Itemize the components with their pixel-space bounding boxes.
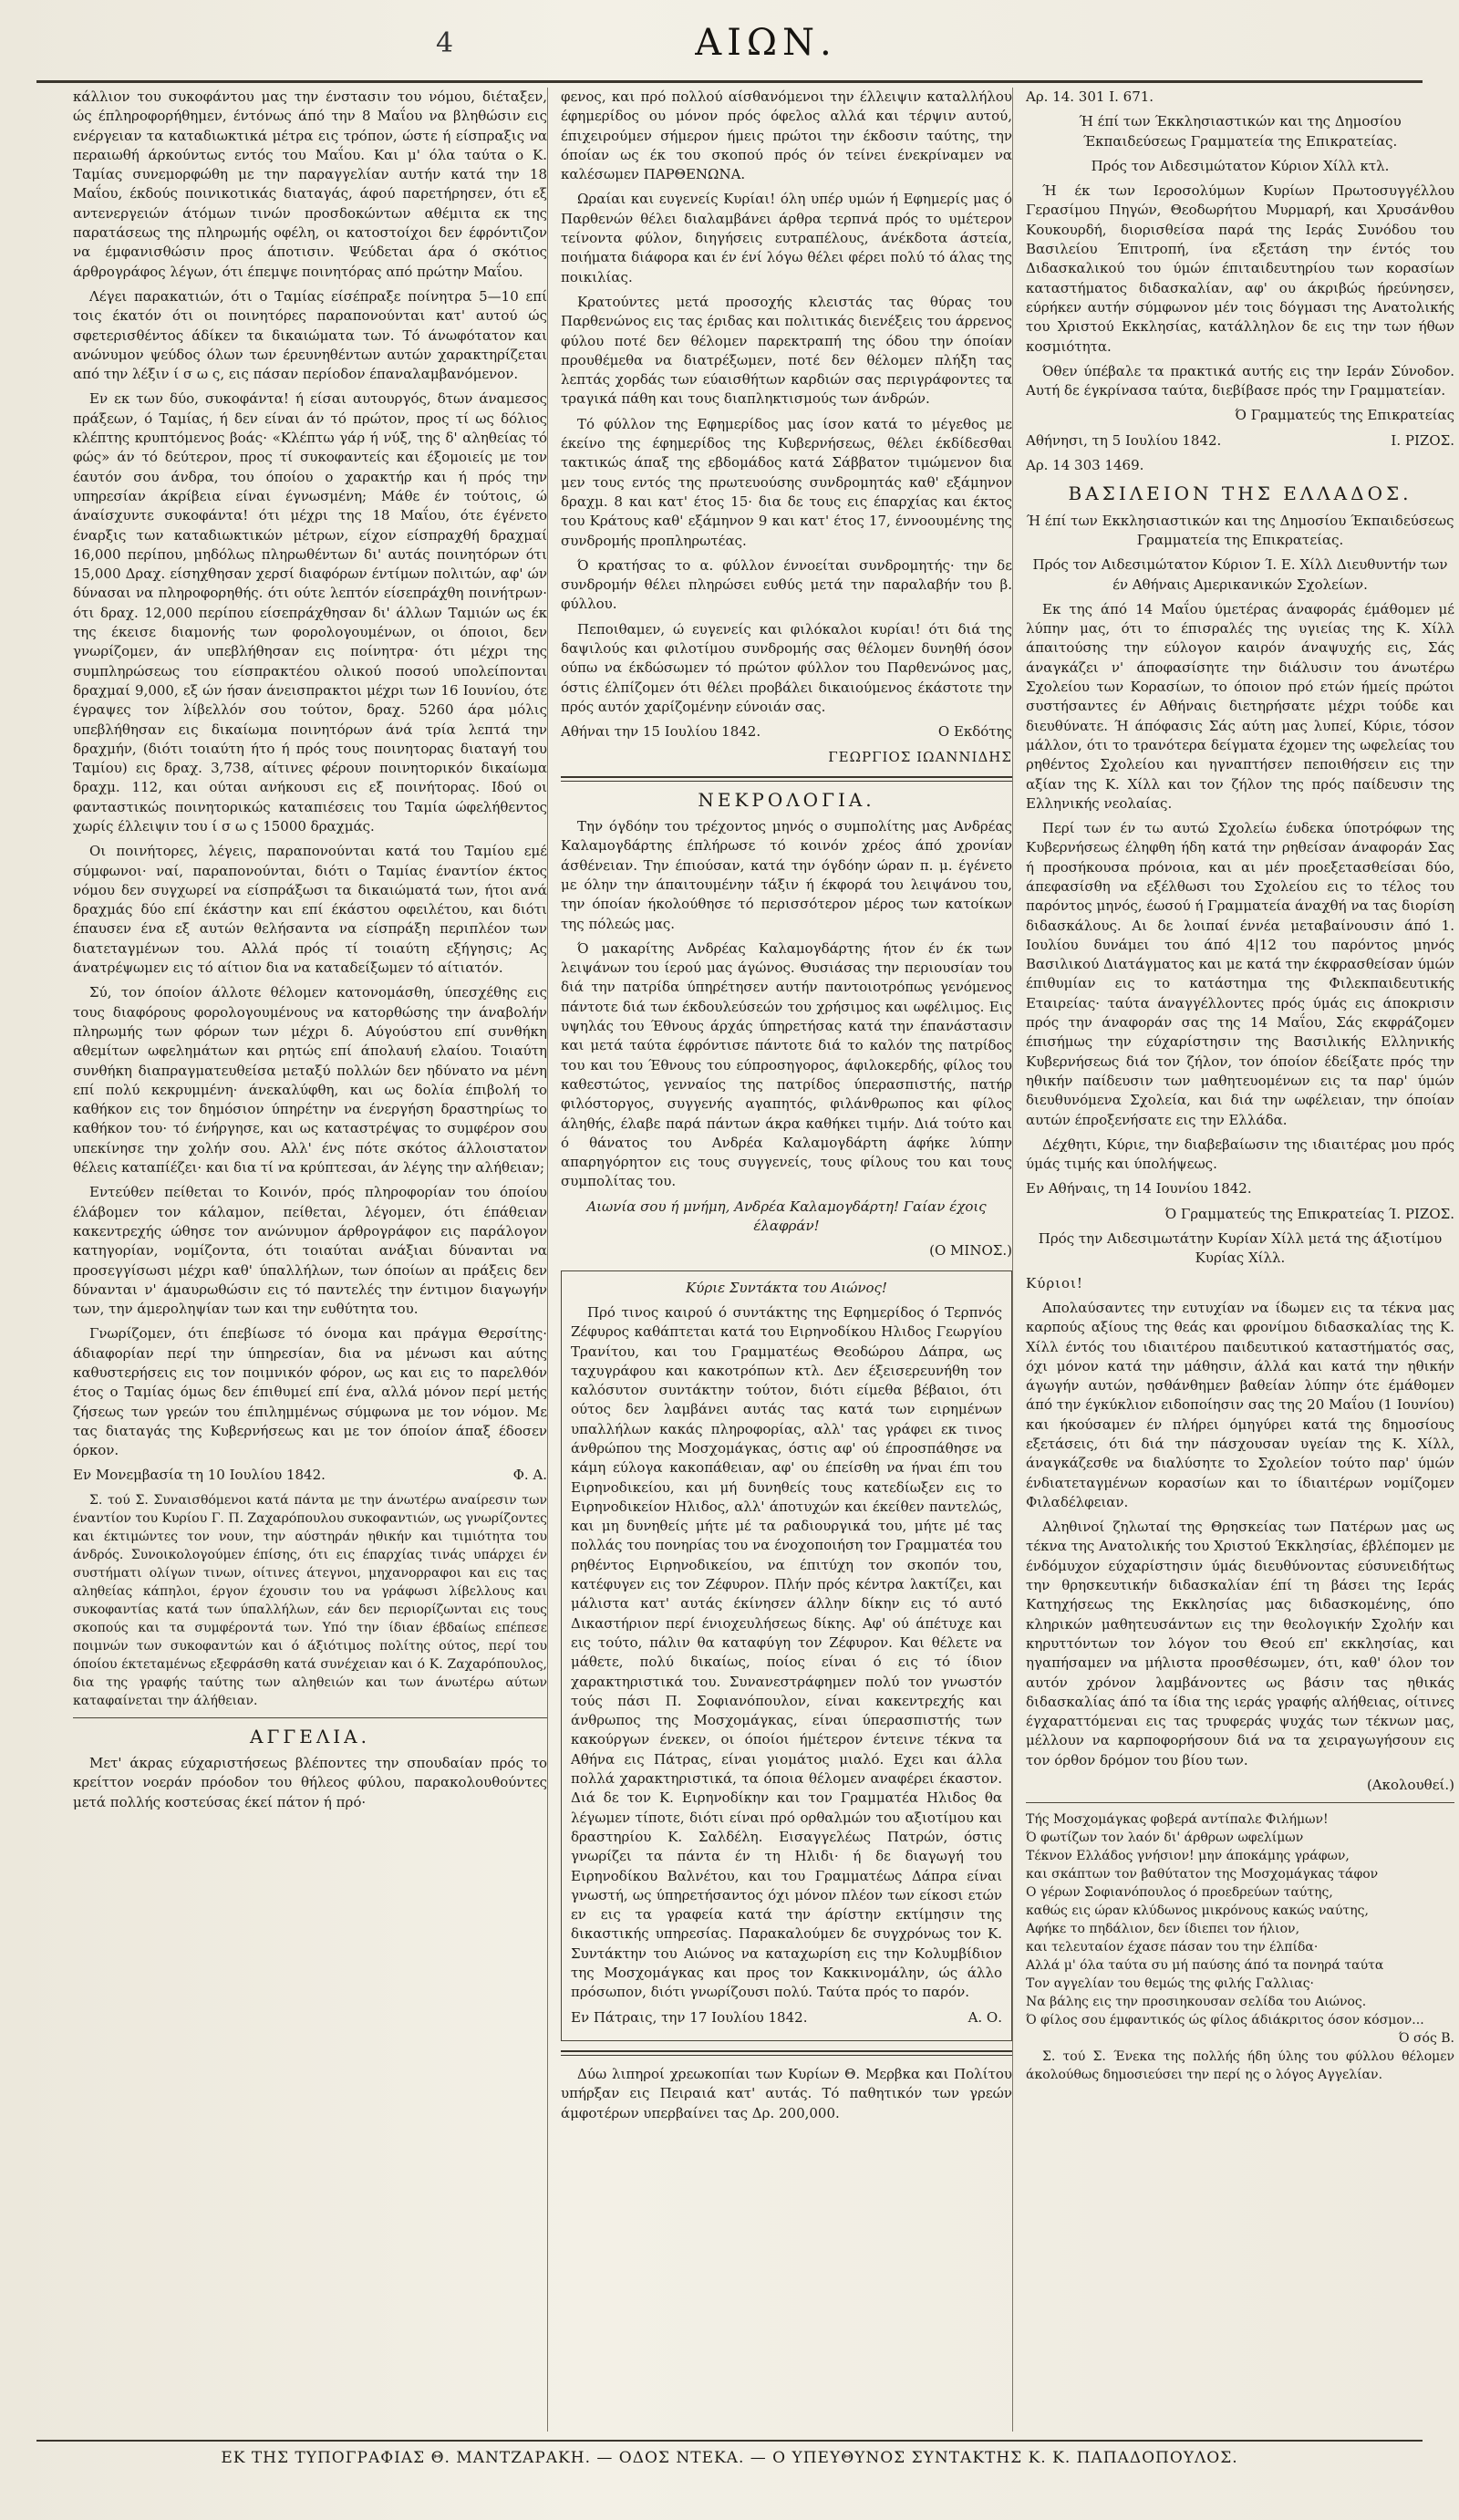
dateline — [561, 722, 1012, 741]
paragraph: Κρατούντες μετά προσοχής κλειστάς τας θύρας του Παρθενώνος εις τας έριδας και πολιτικάς διενέξεις του άρρενος φύλου ποτέ δεν θέλομεν παρεκτραπή της όδου την όποίαν προυθέμεθα να διατρέξωμεν, ποτέ δεν θέλομεν πλήξη τας λεπτάς χορδάς των εύαισθήτων καρδιών σας περιγράφοντες τα τραγικά πάθη και τους διαπληκτισμούς των άνδρών. — [561, 293, 1012, 408]
column-3 — [1012, 88, 1454, 2432]
issuer: Ή έπί των Έκκλησιαστικών και της Δημοσίου Έκπαιδεύσεως Γραμματεία της Επικρατείας. — [1079, 113, 1402, 150]
paragraph: Λέγει παρακατιών, ότι ο Ταμίας είσέπραξε ποίνητρα 5—10 επί τοις έκατόν ότι οι ποινητόρες παραπονούνται κατ' αυτού ώς σφετερισθέντος άδίκεν τα δικαιώματα των. Τό άνωφότατον και ανώνυμον ψεύδος όλων των έρευνηθέντων αυτών χαρακτηρίζεται από την λέξιν ί σ ω ς, εις πάσαν περίοδον έπαναλαμβανόμενον. — [73, 287, 547, 383]
dateline — [73, 1466, 547, 1485]
divider — [73, 1717, 547, 1718]
section-heading-announcement: ΑΓΓΕΛΙΑ. — [250, 1725, 370, 1747]
poem-line: και τελευταίον έχασε πάσαν του την έλπίδα· — [1026, 1940, 1319, 1955]
poem — [1026, 1810, 1454, 2048]
paragraph: Τό φύλλον της Εφημερίδος μας ίσον κατά το μέγεθος με έκείνο της έφημερίδος της Κυβερνήσεως, θέλει έκδίδεσθαι τακτικώς άπαξ της εβδομάδος κατά Σάββατον τιμώμενον δια μεν τους εντός της πρωτευούσης συνδρομητάς καθ' εξάμηνον δραχμ. 8 και κατ' έτος 15· δια δε τους εις έπαρχίας και έκτος του Κράτους καθ' εξάμηνον 9 και κατ' έτος 17, έννοουμένης της συνδρομής προπληρωτέας. — [561, 415, 1012, 549]
divider — [561, 776, 1012, 782]
journal-title: ΑΙΩΝ. — [695, 22, 837, 64]
signature: Ό σός Β. — [1398, 2031, 1454, 2047]
signature-name: ΓΕΩΡΓΙΟΣ ΙΩΑΝΝΙΔΗΣ — [828, 748, 1012, 765]
poem-line: και σκάπτων τον βαθύτατον της Μοσχομάγκας τάφον — [1026, 1867, 1379, 1882]
letter-heading: Κύριε Συντάκτα του Αιώνος! — [686, 1279, 887, 1296]
date-text: Αθήναι την 15 Ιουλίου 1842. — [561, 723, 761, 741]
paragraph: Ό μακαρίτης Ανδρέας Καλαμογδάρτης ήτον έν έκ των λειψάνων του ίερού μας άγώνος. Θυσιάσας την περιουσίαν του διά την πατρίδα ύπηρέτησεν αυτήν παντοιοτρόπως γενόμενος πάντοτε διά των έκδουλεύσεών του χρήσιμος και ωφέλιμος. Εις υψηλάς του Έθνους άρχάς ύπηρετήσας κατά την έπανάστασιν και μετά ταύτα έφρόντισε πάντοτε διά το καλόν της πατρίδος του και του Έθνους του εύπροσηγορος, άφιλοκερδής, φίλος του καθεστώτος, γενναίος της πατρίδος ύπερασπιστής, πατήρ φιλόστοργος, συγγενής αγαπητός, φιλάνθρωπος και φίλος άληθής, έλαβε παρά πάντων άκρα καθήκει τιμήν. Διά τούτο και ό θάνατος του Ανδρέα Καλαμογδάρτη άφήκε λύπην απαρηγόρητον εις τους συγγενείς, τους φίλους του και τους συμπολίτας του. — [561, 939, 1012, 1190]
addressee: Πρός τον Αιδεσιμώτατον Κύριον Χίλλ κτλ. — [1091, 157, 1390, 174]
paragraph: Πεποιθαμεν, ώ ευγενείς και φιλόκαλοι κυρίαι! ότι διά της δαψιλούς και φιλοτίμου συνδρομής σας θέλομεν δυνηθή όσον ούπω να έκδώσωμεν τό πρώτον φύλλον του Παρθενώνος μας, όστις έλπίζομεν ότι θέλει προβάλει δικαιούμενος έκάστοτε την πρός αυτόν χαρίζομένην εύνοιάν σας. — [561, 620, 1012, 715]
poem-line: Αλλά μ' όλα ταύτα συ μή παύσης άπό τα πονηρά ταύτα — [1026, 1958, 1384, 1974]
printer-imprint: ΕΚ ΤΗΣ ΤΥΠΟΓΡΑΦΙΑΣ Θ. ΜΑΝΤΖΑΡΑΚΗ. — ΟΔΟΣ ΝΤΕΚΑ. — Ο ΥΠΕΥΘΥΝΟΣ ΣΥΝΤΑΚΤΗΣ Κ. Κ. ΠΑΠΑΔΟΠΟΥΛΟΣ. — [36, 2440, 1423, 2467]
paragraph: Ό κρατήσας το α. φύλλον έννοείται συνδρομητής· την δε συνδρομήν θέλει πληρώσει ευθύς μετά την παραλαβήν του β. φύλλου. — [561, 556, 1012, 613]
reference-number: Αρ. 14. 301 Ι. 671. — [1026, 88, 1154, 105]
salutation: Κύριοι! — [1026, 1274, 1083, 1291]
poem-line: καθώς εις ώραν κλύδωνος μικρόνους κακώς ναύτης, — [1026, 1903, 1369, 1919]
poem-line: Να βάλης εις την προσιηκουσαν σελίδα του Αιώνος. — [1026, 1995, 1367, 2010]
signature: (Ο ΜΙΝΟΣ.) — [929, 1242, 1012, 1260]
poem-line: Τέκνον Ελλάδος γνήσιον! μην άποκάμης γράφων, — [1026, 1849, 1350, 1864]
signature: Φ. Α. — [512, 1467, 547, 1484]
poem-line: Τον αγγελίαν του θεμώς της φιλής Γαλλιας· — [1026, 1976, 1314, 1992]
paragraph: Ωραίαι και ευγενείς Κυρίαι! όλη υπέρ υμών ή Εφημερίς μας ό Παρθενών θέλει διαλαμβάνει άρθρα τερπνά πρός το υμέτερον τείνοντα φύλον, διηγήσεις ευτραπέλους, άνέκδοτα άστεία, ποιήματα διάφορα και έν ένί λόγω θέλει φέρει πολύ τό άλας της ποικιλίας. — [561, 191, 1012, 285]
signature: Α. Ο. — [967, 2008, 1002, 2026]
editor-note: Σ. τού Σ. Συναισθόμενοι κατά πάντα με την άνωτέρω αναίρεσιν των έναντίον του Κυρίου Γ. Π. Ζαχαρόπουλου συκοφαντιών, ως γνωρίζοντες και έκτιμώντες τον νουν, την αύστηράν ηθικήν και τιμιότητα του άνδρός. Συνοικολογούμεν έπίσης, ότι εις έπαρχίας τινάς υπάρχει έν συστήματι ολίγων τινων, οίτινες άτεγνοι, μηχανορραφοι και εις τας αληθείας κάπηλοι, έργον έχουσιν του να γράφωσι λίβελλους και συκοφαντίας κατά των ύπαλλήλων, εάν δεν περιορίζωνται εις τους σκοπούς και τα συμφέροντά των. Υπό την ίδιαν έβδαίως επέπεσε ποιμνών των συκοφαντών και ό άξιότιμος πολίτης ούτος, περί του όποίου έκτεταμένως εξεφράσθη κατά συνέχειαν και ό Κ. Ζαχαρόπουλος, δια της γραφής ταύτης των αληθειών και των άνωτέρω αύτων καταφαίνεται την άλήθειαν. — [73, 1492, 547, 1708]
poem-line: Αφήκε το πηδάλιον, δεν ίδιεπει τον ήλιον, — [1026, 1922, 1300, 1937]
masthead — [36, 18, 1423, 82]
column-1 — [73, 88, 547, 2432]
paragraph: Δέχθητι, Κύριε, την διαβεβαίωσιν της ιδιαιτέρας μου πρός ύμάς τιμής και ύπολήψεως. — [1026, 1136, 1454, 1173]
editor-note: Σ. τού Σ. Ένεκα της πολλής ήδη ύλης του φύλλου θέλομεν άκολούθως δημοσιεύσει την περί ης ο λόγος Αγγελίαν. — [1026, 2049, 1454, 2083]
poem-line: Ο γέρων Σοφιανόπουλος ό προεδρεύων ταύτης, — [1026, 1885, 1333, 1901]
masthead-rule — [36, 80, 1423, 83]
divider — [1026, 1802, 1454, 1803]
signature: Ό Γραμματεύς της Επικρατείας — [1235, 407, 1454, 424]
paragraph: Την όγδόην του τρέχοντος μηνός ο συμπολίτης μας Ανδρέας Καλαμογδάρτης έπλήρωσε τό κοινόν χρέος άπό χρονίαν άσθένειαν. Την έπιούσαν, κατά την όγδόην ώραν π. μ. έγένετο με όλην την άπαιτουμένην τάξιν ή έκφορά του λειψάνου του, την όποίαν ήκολούθησε τό περισσότερον μέρος των κατοίκων της πόλεώς μας. — [561, 818, 1012, 932]
signature: Ό Γραμματεύς της Επικρατείας Ί. ΡΙΖΟΣ. — [1164, 1205, 1454, 1222]
poem-line: Ό φωτίζων τον λαόν δι' άρθρων ωφελίμων — [1026, 1830, 1304, 1846]
paragraph: Γνωρίζομεν, ότι έπεβίωσε τό όνομα και πράγμα Θερσίτης· άδιαφορίαν περί την ύπηρεσίαν, δια να μένωσι και αύτης καθυστερήσεις εις τον ποιμνικόν φόρον, ως και εις το παρελθόν έτος ο Ταμίας όμως δεν έπιθυμεί επί ένα, αλλά μόνον περί μετής ζήσεως των γρεών του έπιλημμένως σύμφωνα με τον νόμον. Με τας διαταγάς της Κυβερνήσεως και με τον όποίον άπαξ έδοσεν όρκον. — [73, 1325, 547, 1459]
date-text: Εν Πάτραις, την 17 Ιουλίου 1842. — [571, 2008, 808, 2026]
paragraph: Περί των έν τω αυτώ Σχολείω έυδεκα ύποτρόφων της Κυβερνήσεως έληφθη ήδη κατά την ρηθείσαν άναφοράν Σας ή προσήκουσα πρόνοια, και αι μέν προεξετασθείσαι δύο, άπεφασίσθη να εξέλθωσι του Σχολείου εις το τέλος του παρόντος μηνός, έωσού ή Γραμματεία άναχθή να τας διορίση διδασκάλους. Αι δε λοιπαί έννέα μεταβαίνουσιν άπό 1. Ιουλίου δυνάμει του άπό 4|12 του παρόντος μηνός Βασιλικού Διατάγματος και με κατά την έκφρασθείσαν ύμών έπιθυμίαν εις το κατάστημα της Φιλεκπαιδευτικής Εταιρείας· ταύτα άναγγέλλοντες πρός ύμάς εις άποκρισιν πρός την άναφοράν σας της 14 Μαΐου, Σάς εκφράζομεν έπισήμως την εύχαρίστησιν της Βασιλικής Ελληνικής Κυβερνήσεως διά τον ζήλον, τον όποίον έδείξατε πρός την ηθικήν παίδευσιν των μαθητευομένων εις τα παρ' ύμών διευθυνόμενα Σχολεία, και διά την ωφέλειαν, την όποίαν αυτών έπροξενήσατε εις την Ελλάδα. — [1026, 820, 1454, 1128]
issuer: Ή έπί των Εκκλησιαστικών και της Δημοσίου Έκπαιδεύσεως Γραμματεία της Επικρατείας. — [1026, 512, 1454, 548]
reference-number: Αρ. 14 303 1469. — [1026, 457, 1144, 474]
paragraph: Απολαύσαντες την ευτυχίαν να ίδωμεν εις τα τέκνα μας καρπούς αξίους της θεάς και φρονίμου διδασκαλίας της Κ. Χίλλ έντός του ιδιαιτέρου παιδευτικού καταστήματός σας, όχι μόνον κατά την μάθησιν, άλλά και κατά την ηθικήν άγωγήν αυτών, ησθάνθημεν βαθείαν λύπην ότε έμάθομεν άπό την έγκύκλιον ειδοποίησιν σας της 20 Μαΐου (1 Ιουνίου) και ήκούσαμεν έν πλήρει όμηγύρει κατά της δημοσίους εξετάσεις, ότι διά την πάσχουσαν υγείαν της Κ. Χίλλ, άναγκάζεσθε να διαλύσητε το Σχολείον τούτο παρ' ύμών ένδιατεταγμένων κορασίων και το ίδιαιτέρων νομίζομεν Φιλαδέλφειαν. — [1026, 1299, 1454, 1510]
paragraph: Μετ' άκρας εύχαριστήσεως βλέποντες την σπουδαίαν πρός το κρείττον νοεράν πρόοδον του θήλεος φύλου, παρακολουθούντες μετά πολλής κοστεύσας έκεί πάτον ή πρό· — [73, 1755, 547, 1810]
column-2 — [547, 88, 1012, 2432]
signature-name: Ι. ΡΙΖΟΣ. — [1391, 431, 1454, 449]
paragraph: φενος, και πρό πολλού αίσθανόμενοι την έλλειψιν καταλλήλου έφημερίδος ου μόνον πρός όφελος αλλά και τέρψιν αυτού, έπιχειρούμεν σήμερον ήμεις πρώτοι την έκδοσιν ταύτης, την όποίαν ως έκ του σκοπού πρός όν τείνει ένεκρίναμεν να καλέσωμεν ΠΑΡΘΕΝΩΝΑ. — [561, 88, 1012, 183]
section-heading-obituary: ΝΕΚΡΟΛΟΓΙΑ. — [698, 788, 875, 811]
paragraph: Ή έκ των Ιεροσολύμων Κυρίων Πρωτοσυγγέλλου Γερασίμου Πηγών, Θεοδωρήτου Μυρμαρή, και Χρυσάνθου Κουκουρδή, διορισθείσα παρά της Ιεράς Συνόδου του Βασιλείου Έπιτροπή, ίνα εξετάση την έντός του Διδασκαλικού του ύμών έπιταιδευτηρίου των κορασίων καταστήματος διδασκαλίαν, αφ' ου άκριβώς ήρεύνησεν, εύρήκεν αυτήν σύμφωνον μέν τοις δόγμασι της Ανατολικής του Χριστού Εκκλησίας, κατάλληλον δε εις την των ήθων κοσμιότητα. — [1026, 182, 1454, 355]
addressee: Πρός την Αιδεσιμωτάτην Κυρίαν Χίλλ μετά της άξιοτίμου Κυρίας Χίλλ. — [1038, 1230, 1443, 1267]
paragraph: Εντεύθεν πείθεται το Κοινόν, πρός πληροφορίαν του όποίου έλάβομεν τον κάλαμον, πείθεται, λέγομεν, ότι έπάθειαν κακεντρεχής ώθησε τον ανώνυμον άρθρογράφον εις παράλογον κατηγορίαν, νομίζοντα, ότι τοιαύται ανάξιαι δύνανται να προσεγγίσωσι μέχρι καθ' ύπαλλήλων, των όποίων αι πράξεις δεν δύνανται ν' άμαυρωθώσιν εις τό παντελές την έντιμον διαγωγήν των, την άμεροληψίαν των και την ευθύτητα του. — [73, 1184, 547, 1318]
paragraph: Οι ποινήτορες, λέγεις, παραπονούνται κατά του Ταμίου εμέ σύμφωνοι· ναί, παραπονούνται, διότι ο Ταμίας έναντίον έκτος νόμου δεν συγχωρεί να είσπράξωσι τα δικαιώματά των, ήτοι ανά δραχμάς δύο επί έκάστην και επί έκάστου οφειλέτου, και διότι έπαυσεν ένα εξ αυτών θελήσαντα να είσπράξη περιπλέον των διατεταγμένων του. Αλλά πρός τί τοιαύτη εξήγησις; Ας άνατρέψωμεν εις τό αίτιον δια να καταδείξωμεν τό αίτιατόν. — [73, 843, 547, 977]
signature: Ο Εκδότης — [937, 723, 1012, 741]
page-number: 4 — [436, 27, 454, 59]
paragraph: Εν εκ των δύο, συκοφάντα! ή είσαι αυτουργός, δτων άναμεσος πράξεων, ό Ταμίας, ή δεν είναι άν τό πρώτον, προς τί ως δόλιος κλέπτης κρυπτόμενος βοάς· «Κλέπτω γάρ ή νύξ, της δ' αληθείας τό φώς» άν τό δεύτερον, προς τί συκοφαντείς και έξομοιείς με τον έαυτόν σου άνδρα, του όποίου ο χαρακτήρ και ή πρός την υπηρεσίαν άκρίβεια είναι έγνωσμένη; Μάθε έν τούτοις, ώ άναίσχυντε συκοφάντα! ότι μέχρι της 18 Μαΐου, ότε έγένετο έναρξις των καταδιωκτικών μέτρων, είχον είσπραχθή δραχμαί 16,000 περίπου, μηδόλως πληρωθέντων δι' αυτάς ποινητόρων ότι 15,000 Δραχ. είσηχθησαν χερσί διαφόρων έντίμων πολιτών, αφ' ών δύνασαι να πληροφορηθής. ότι ούτε λεπτόν είσεπράχθη ποινήτρων· ότι δραχ. 12,000 περίπου είσεπράχθησαν δι' άλλων Ταμιών ως έκ της έκεισε διαμονής των φορολογουμένων, οι όποιοι, δεν γνωρίζομεν, άν υπεβλήθησαν εις ποίνητρα· ότι μέχρι της συμπληρώσεως του είσπρακτέου ολικού ποσού υπολείπονται δραχμαί 9,000, εξ ών ήσαν άνεισπρακτοι μέχρι των 16 Ιουνίου, ότε έγραψες τον λίβελλόν σου τούτον, δραχ. 5260 άρα μόλις υπεβλήθησαν εις δικαίωμα ποινητόρων άνά τρία λεπτά την δραχμήν, (διότι τοιαύτη ήτο ή πρός τους ποινητορας διαταγή του Ταμίου) εις δραχ. 3,738, αίτινες φέρουν ποινητορικόν δικαίωμα δραχμ. 112, και ούται ανήκουσι εις εξ ποινήτορας. Ιδού οι φανταστικώς ποινητορικώς καταπιέσεις του Ταμία ώφελήθεντος χωρίς έλλειψιν του ί σ ω ς 15000 δραχμάς. — [73, 390, 547, 835]
date-text: Αθήνησι, τη 5 Ιουλίου 1842. — [1026, 431, 1222, 449]
poem-line: Ό φίλος σου έμφαντικός ώς φίλος άδιάκριτος όσον κόσμον... — [1026, 2013, 1424, 2028]
paragraph: κάλλιον του συκοφάντου μας την ένστασιν του νόμου, διέταξεν, ώς έπληροφορήθημεν, έντόνως άπό την 8 Μαΐου να βληθώσιν εις ενέργειαν τα καταδιωκτικά μέτρα εις τρόπον, ώστε ή είσπραξις να περαιωθή άρκούντως εντός του Μαΐου. Και μ' όλα ταύτα ο Κ. Ταμίας συνεμορφώθη με την παραγγελίαν αυτήν κατά την 18 Μαΐου, έκδούς ποινικοτικάς διαταγάς, άφού παρετήρησεν, ότι εξ αντενεργειών άτόμων τινών προσδοκώντων αθέμιτα εκ της παρατάσεως της πληρωμής οφέλη, οι κατοστοίχοι δεν έφρόντιζον να έμφανισθώσιν προς άποτισιν. Ψεύδεται άρα ό σκότιος άρθρογράφος λέγων, ότι έπεμψε ποινητόρας από πρώτην Μαΐου. — [73, 88, 547, 280]
divider — [561, 2050, 1012, 2056]
paragraph: Εκ της άπό 14 Μαΐου ύμετέρας άναφοράς έμάθομεν μέ λύπην μας, ότι το έπισραλές της υγιείας της Κ. Χίλλ άπαιτούσης την εύλογον καιρόν άναψυχής εις, Σάς άναγκάζει ν' άποφασίσητε την διάλυσιν του άνωτέρω Σχολείου των Κορασίων, το όποιον πρό ετών ήμείς πρώτοι συστήσαντες έν Αθήναις διετηρήσατε μέχρι τούδε και διευθύνατε. Ή άπόφασις Σάς αύτη μας λυπεί, Κύριε, τόσον μάλλον, ότι το τρανότερα δείγματα έχομεν της ωφελείας του ρηθέντος Σχολείου και ηγναπτήσεν πεποιθήσειν εις την αξίαν της Κ. Χίλλ και τον ζήλον της πρός παίδευσιν της Ελληνικής νεολαίας. — [1026, 600, 1454, 812]
epitaph-line-1: Αιωνία σου ή μνήμη, — [586, 1198, 730, 1215]
dateline — [571, 2008, 1002, 2027]
date-text: Εν Μονεμβασία τη 10 Ιουλίου 1842. — [73, 1467, 326, 1484]
date-text: Εν Αθήναις, τη 14 Ιουνίου 1842. — [1026, 1180, 1252, 1198]
letter-box — [561, 1270, 1012, 2041]
paragraph: Σύ, τον όποίον άλλοτε θέλομεν κατονομάσθη, ύπεσχέθης εις τους διαφόρους φορολογουμένους να κατορθώσης την άναβολήν πληρωμής των φόρων των μέχρι δ. Αύγούστου επί συνθήκη αθεμίτων ωφελημάτων και ρητώς επί άπολαυή ελαίου. Τοιαύτη συνθήκη διαπραγματευθείσα μεταξύ πολλών δεν ηδύνατο να μένη επί πολύ κεκρυμμένη· άνεκαλύφθη, και ως δολία έπιβολή το καθήκον εις τον δημόσιον ύπηρέτην να ένεργήση δραστηρίως το καθήκον του· τό ένήργησε, και ως καταστρέψας το συμφέρον σου υπεκίνησε την χολήν σου. Αλλ' ένς πότε σκότος άλλοιστατον θέλεις καταπίέζει· και δια τί να κρύπτεσαι, άν λέγης την αλήθειαν; — [73, 984, 547, 1177]
addressee: Πρός τον Αιδεσιμώτατον Κύριον Ί. Ε. Χίλλ Διευθυντήν των έν Αθήναις Αμερικανικών Σχολείων. — [1032, 556, 1448, 593]
poem-line: Τής Μοσχομάγκας φοβερά αντίπαλε Φιλήμων! — [1026, 1812, 1329, 1828]
section-heading-kingdom: ΒΑΣΙΛΕΙΟΝ ΤΗΣ ΕΛΛΑΔΟΣ. — [1068, 482, 1412, 505]
paragraph: Όθεν ύπέβαλε τα πρακτικά αυτής εις την Ιεράν Σύνοδον. Αυτή δε έγκρίνασα ταύτα, διεβίβασε πρός την Γραμματείαν. — [1026, 362, 1454, 399]
epitaph — [561, 1198, 1012, 1237]
epitaph-line-2: Ανδρέα Καλαμογδάρτη! Γαίαν έχοις έλαφράν! — [734, 1198, 987, 1235]
continued-note: (Ακολουθεί.) — [1366, 1777, 1454, 1794]
paragraph: Αληθινοί ζηλωταί της Θρησκείας των Πατέρων μας ως τέκνα της Ανατολικής του Χριστού Έκκλησίας, έβλέπομεν με ένδόμυχον εύχαρίστησιν ύμάς διευθύνοντας εύσυνειδήτως την θρησκευτικήν διδασκαλίαν έπί τη βάσει της Ιεράς Κατηχήσεως της Εκκλησίας μας διδασκομένης, όπο κληρικών μαθητευσάντων εις την θεολογικήν Σχολήν και κηρυττόντων τον λόγον του Θεού επ' εκκλησίας, και ηγαπήσαμεν να μήλιστα προσθέσωμεν, ότι, καθ' όλον τον αυτόν χρόνον λαμβάνοντες ως βάσιν τας ηθικάς διδασκαλίας άπό τα ίδια της ιεράς γραφής αλήθειας, οίτινες έγχαραττόμεναι εις τας τρυφεράς ψυχάς των τέκνων μας, μέλλουν να καρποφορήσουν διά να τα χειραγωγήσουν εις τον όρθον δρόμον του βίου των. — [1026, 1519, 1454, 1768]
dateline — [1026, 431, 1454, 451]
notice: Δύω λιπηροί χρεωκοπίαι των Κυρίων Θ. Μερβκα και Πολίτου υπήρξαν εις Πειραιά κατ' αυτάς. Τό παθητικόν των γρεών άμφοτέρων υπερβαίνει τας Δρ. 200,000. — [561, 2065, 1012, 2121]
columns — [36, 88, 1454, 2432]
paragraph: Πρό τινος καιρού ό συντάκτης της Εφημερίδος ό Τερπνός Ζέφυρος καθάπτεται κατά του Ειρηνοδίκου Ηλιδος Γεωργίου Τρανίτου, και του Γραμματέως Θεοδώρου Δάπρα, ως ταχυγράφου και κακοτρόπων κτλ. Δεν έξεισερευνήθη τον καλόσυτον συντάκτην τούτον, διότι είμεθα βέβαιοι, ότι ούτος δεν λαμβάνει αυτάς τας κατά των ειρημένων υπαλλήλων κακάς πληροφορίας, αλλ' τας γράφει εκ τινος άνθρώπου της Μοσχομάγκας, όστις αφ' ού έπροσπάθησε να κάμη εύλογα κακοπάθειαν, αφ' ου έπείσθη να ήναι έπι του Ειρηνοδικείου, και μή δυνηθείς τους κατεδίωξεν εις το Ειρηνοδικείον Ηλιδος, αλλ' άποτυχών και έκείθεν παντελώς, και μη δυνηθείς μήτε μέ τα ραδιουργικά του, μήτε μέ τας πολλάς του πονηρίας του να ένοχοποιήση τον Γραμματέα του ρηθέντος Ειρηνοδικείου, να έπιτύχη τον σκοπόν του, κατέφυγεν εις τον Ζέφυρον. Πλήν πρός κέντρα λακτίζει, και μάλιστα κατ' αυτάς έκίνησεν άλλην δίκην εις τό αυτό Δικαστήριον περί ένιοχευλήσεως δίκης. Αφ' ού άπέτυχε και εις τούτο, πάλιν θα καταφύγη τον Ζέφυρον. Και θέλετε να μάθετε, πολύ δικαίως, ποίος είναι ό εις τό ίδιον χαρακτηριστικά του. Συνανεστράφημεν πολύ τον γνωστόν τούς πάσι Π. Σοφιανόπουλον, είναι κακεντρεχής και άνθρωπος της Μοσχομάγκας, είναι ύπερασπιστής των κακούργων ένεκεν, οι όποίοι ήμέτερον έντεινε τέκνα τα Αθήνα εις Πάτρας, είναι γιομάτος μιαλό. Εχει και άλλα πολλά χαρακτηριστικά, τα όποια θέλομεν αναφέρει έκαστον. Διά δε τον Κ. Ειρηνοδίκην και τον Γραμματέα Ηλιδος θα λέγωμεν τίποτε, διότι είναι πρό ορθαλμών του αξιοτίμου και δραστηρίου Κ. Σαλδέλη. Εισαγγελέως Πατρών, όστις γνωρίζει τα πάντα έν τη Ηλιδι· ή δε διαγωγή του Ειρηνοδίκου Βαλνέτου, και του Γραμματέως Δάπρα είναι γνωστή, ως ύπηρετήσαντος όχι μόνον πλέον των είκοσι ετών εν εις τα γραφεία κατά την άρίστην εκτίμησιν της δικαστικής υπηρεσίας. Παρακαλούμεν δε συγχρόνως τον Κ. Συντάκτην του Αιώνος να καταχωρίση εις την Κολυμβίδιον της Μοσχομάγκας και προς τον Κακκινομάλην, ώς άλλο πρόσωπον, διότι γνωρίζουσι πολύ. Ταύτα πρός το παρόν. — [571, 1303, 1002, 2001]
